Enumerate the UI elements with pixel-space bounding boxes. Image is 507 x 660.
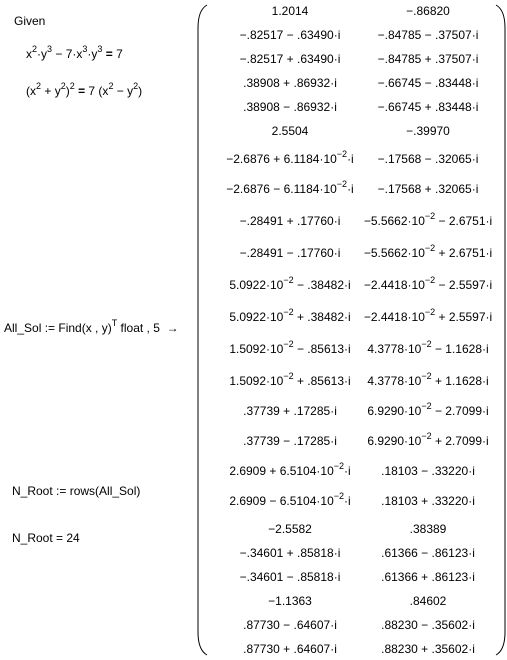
matrix-cell: $4.3778\cdot 10^{-2} - 1.1628\cdot i$	[367, 339, 489, 356]
matrix-cell: $4.3778\cdot 10^{-2} + 1.1628\cdot i$	[367, 371, 489, 388]
matrix-cell: $-2.6876 + 6.1184\cdot 10^{-2}\cdot i$	[226, 149, 354, 166]
all-sol-find-expression: All_Sol := Find(x , y)$^T$ float , 5 →	[4, 318, 179, 335]
matrix-cell: .38908 + .86932·i	[243, 76, 337, 90]
matrix-cell: .37739 + .17285·i	[243, 404, 337, 418]
matrix-cell: −.17568 + .32065·i	[377, 182, 479, 196]
matrix-cell: .38908 − .86932·i	[243, 100, 337, 114]
matrix-cell: .88230 − .35602·i	[381, 618, 475, 632]
matrix-cell: .61366 + .86123·i	[381, 570, 475, 584]
matrix-cell: $-5.5662\cdot 10^{-2} + 2.6751\cdot i$	[363, 243, 493, 260]
matrix-cell: −.28491 − .17760·i	[239, 246, 341, 260]
matrix-cell: −.82517 − .63490·i	[239, 28, 341, 42]
matrix-cell: −1.1363	[268, 594, 312, 608]
matrix-cell: .87730 − .64607·i	[243, 618, 337, 632]
matrix-cell: .18103 − .33220·i	[381, 464, 475, 478]
matrix-cell: 2.5504	[271, 124, 309, 138]
matrix-cell: $2.6909 - 6.5104\cdot 10^{-2}\cdot i$	[229, 491, 351, 508]
matrix-cell: −.86820	[406, 4, 450, 18]
matrix-cell: $5.0922\cdot 10^{-2} - .38482\cdot i$	[229, 275, 351, 292]
matrix-cell: $6.9290\cdot 10^{-2} + 2.7099\cdot i$	[367, 431, 489, 448]
matrix-cell: .18103 + .33220·i	[381, 494, 475, 508]
equation-2: $(x^2 + y^2)^2 = 7$ $(x^2 - y^2)$	[26, 81, 143, 98]
matrix-cell: .38389	[409, 522, 447, 536]
matrix-cell: −.82517 + .63490·i	[239, 52, 341, 66]
matrix-cell: −.17568 − .32065·i	[377, 152, 479, 166]
matrix-cell: −2.5582	[268, 522, 312, 536]
matrix-cell: $1.5092\cdot 10^{-2} - .85613\cdot i$	[229, 339, 351, 356]
matrix-cell: .87730 + .64607·i	[243, 642, 337, 656]
matrix-cell: .88230 + .35602·i	[381, 642, 475, 656]
matrix-cell: −.28491 + .17760·i	[239, 214, 341, 228]
matrix-cell: −.39970	[406, 124, 450, 138]
matrix-cell: −.66745 − .83448·i	[377, 76, 479, 90]
matrix-cell: −.84785 − .37507·i	[377, 28, 479, 42]
matrix-cell: $6.9290\cdot 10^{-2} - 2.7099\cdot i$	[367, 401, 489, 418]
matrix-cell: .61366 − .86123·i	[381, 546, 475, 560]
matrix-cell: −.34601 − .85818·i	[239, 570, 341, 584]
matrix-cell: $-2.4418\cdot 10^{-2} + 2.5597\cdot i$	[363, 307, 493, 324]
matrix-cell: $1.5092\cdot 10^{-2} + .85613\cdot i$	[229, 371, 351, 388]
matrix-left-bracket	[196, 4, 208, 656]
matrix-cell: .37739 − .17285·i	[243, 434, 337, 448]
matrix-cell: −.66745 + .83448·i	[377, 100, 479, 114]
equation-1: $x^2\cdot y^3 - 7\cdot x^3\cdot y^3 = 7$	[26, 44, 123, 61]
n-root-definition: N_Root := rows(All_Sol)	[12, 484, 141, 498]
matrix-cell: −.34601 + .85818·i	[239, 546, 341, 560]
matrix-cell: $-2.6876 - 6.1184\cdot 10^{-2}\cdot i$	[226, 179, 354, 196]
given-label: Given	[14, 14, 46, 28]
matrix-cell: $-5.5662\cdot 10^{-2} - 2.6751\cdot i$	[363, 211, 493, 228]
matrix-cell: .84602	[409, 594, 447, 608]
matrix-cell: −.84785 + .37507·i	[377, 52, 479, 66]
n-root-result: N_Root = 24	[12, 531, 80, 545]
matrix-cell: 1.2014	[271, 4, 309, 18]
matrix-cell: $5.0922\cdot 10^{-2} + .38482\cdot i$	[229, 307, 351, 324]
matrix-cell: $2.6909 + 6.5104\cdot 10^{-2}\cdot i$	[229, 461, 351, 478]
matrix-cell: $-2.4418\cdot 10^{-2} - 2.5597\cdot i$	[363, 275, 493, 292]
